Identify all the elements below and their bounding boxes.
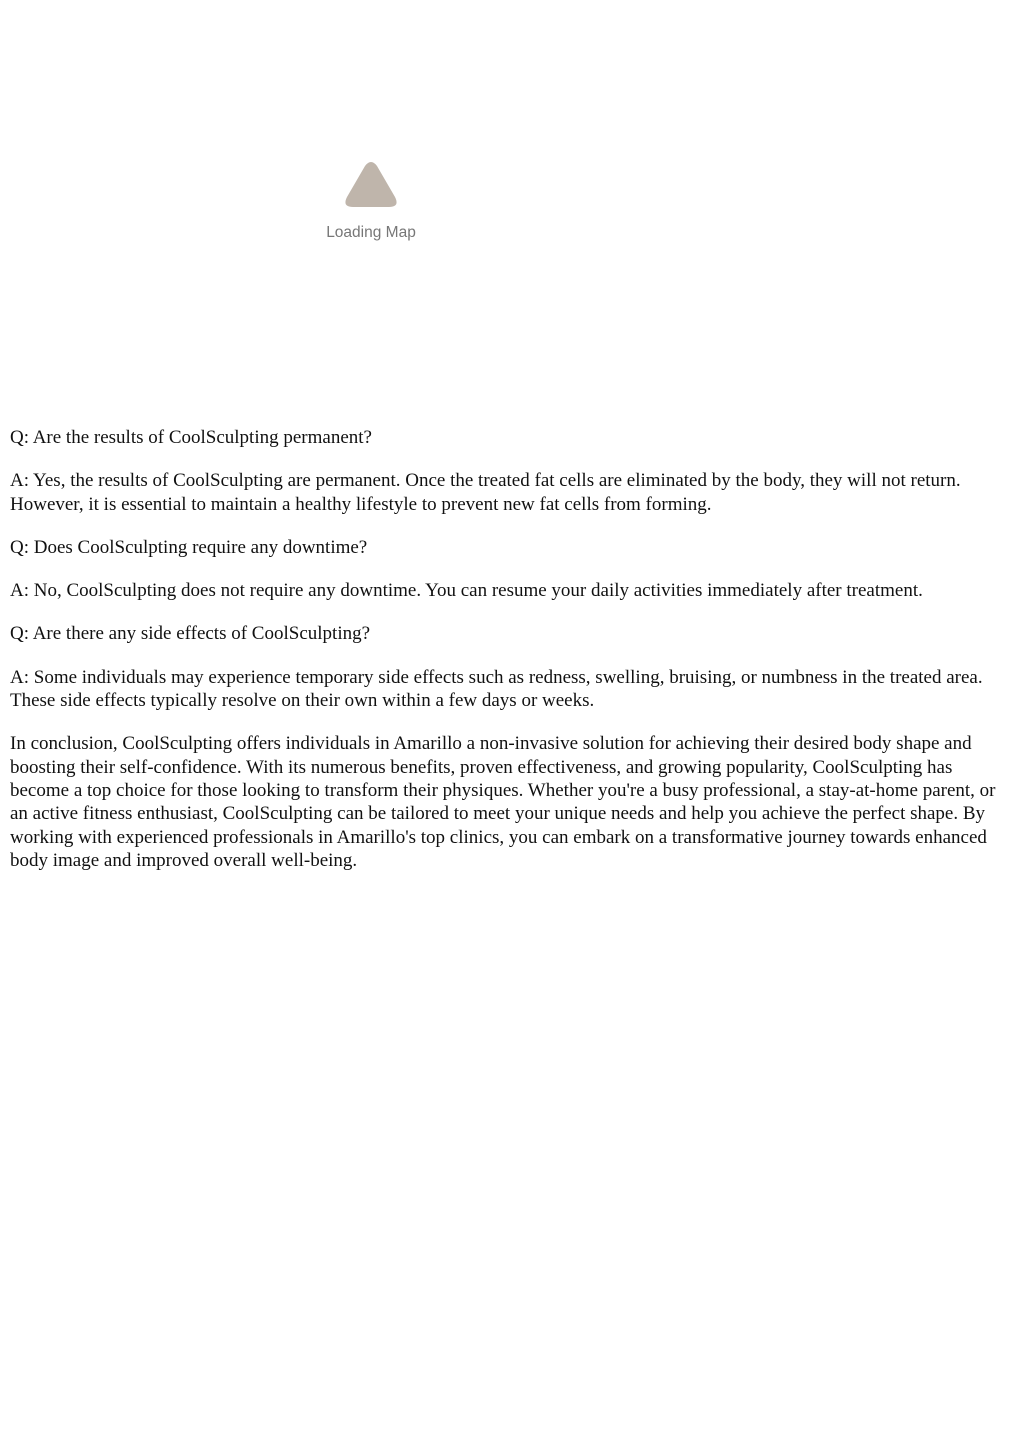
faq-answer: A: No, CoolSculpting does not require any downtime. You can resume your daily activities immediately after treatment. (10, 580, 923, 602)
triangle-loader-icon (344, 160, 398, 212)
faq-answer: A: Some individuals may experience temporary side effects such as redness, swelling, bruising, or numbness in the treated area. These side effects typically resolve on their own within a few days or weeks. (10, 666, 983, 712)
article-body (10, 426, 1012, 892)
faq-question: Q: Does CoolSculpting require any downtime? (10, 536, 368, 558)
map-loading-label: Loading Map (326, 224, 416, 241)
conclusion-paragraph: In conclusion, CoolSculpting offers individuals in Amarillo a non-invasive solution for achieving their desired body shape and boosting their self-confidence. With its numerous benefits, proven effectiveness, and growing popularity, CoolSculpting has become a top choice for those looking to transform their physiques. Whether you're a busy professional, a stay-at-home parent, or an active fitness enthusiast, CoolSculpting can be tailored to meet your unique needs and help you achieve the perfect shape. By working with experienced professionals in Amarillo's top clinics, you can embark on a transformative journey towards enhanced body image and improved overall well-being. (10, 733, 996, 871)
faq-answer: A: Yes, the results of CoolSculpting are permanent. Once the treated fat cells are eliminated by the body, they will not return. However, it is essential to maintain a healthy lifestyle to prevent new fat cells from forming. (10, 470, 961, 515)
faq-question: Q: Are there any side effects of CoolSculpting? (10, 623, 371, 645)
map-loading-indicator (300, 160, 442, 242)
faq-question: Q: Are the results of CoolSculpting permanent? (10, 427, 372, 448)
map-embed[interactable] (0, 0, 742, 420)
